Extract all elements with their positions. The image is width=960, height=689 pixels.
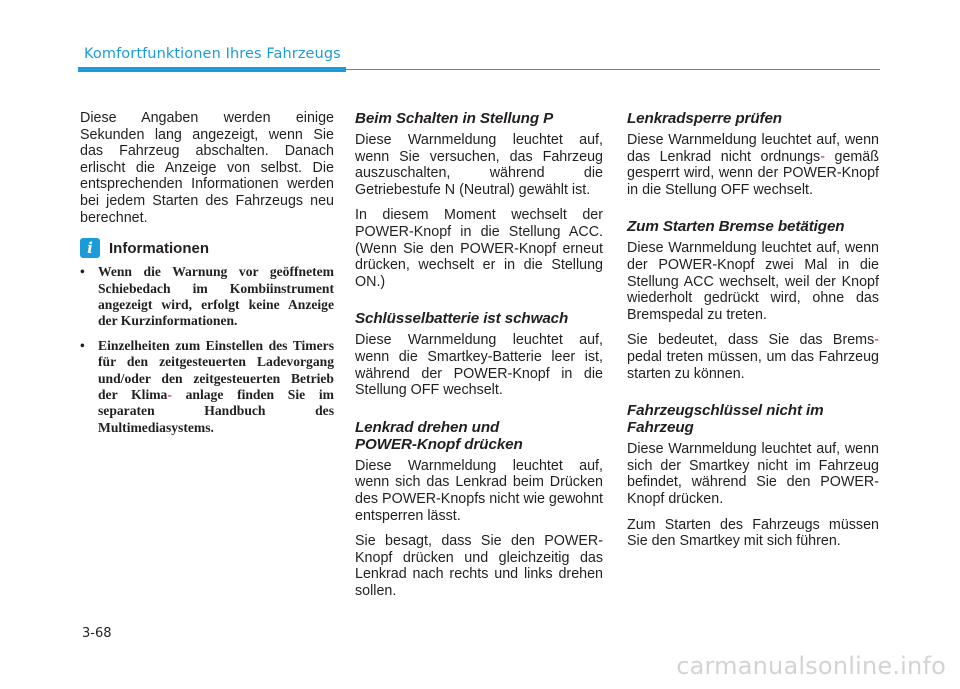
hyphen-mark: - [167,387,172,402]
heading-key-battery: Schlüsselbatterie ist schwach [355,310,569,328]
paragraph-press-brake-2-part1: Sie bedeutet, dass Sie das Brems [627,332,875,349]
section-title: Komfortfunktionen Ihres Fahrzeugs [84,46,341,62]
info-item-timer-part1: Einzelheiten zum Einstellen des Timers für den zeitgesteuerten Ladevorgang und/oder den zeitgesteuerten Betrieb der Klima [98,337,334,402]
paragraph-steering-lock-part1: Diese Warnmeldung leuchtet auf, wenn das Lenkrad nicht ordnungs [627,132,879,165]
column-middle [355,110,603,608]
paragraph-turn-wheel-1: Diese Warnmeldung leuchtet auf, wenn sich das Lenkrad beim Drücken des POWER-Knopfs nicht wie gewohnt entsperren lässt. [355,457,603,524]
paragraph-key-battery: Diese Warnmeldung leuchtet auf, wenn die Smartkey-Batterie leer ist, während der POWER-Knopf in die Stellung OFF wechselt. [355,332,603,399]
page-number: 3-68 [82,626,112,641]
info-box-header [80,238,334,258]
paragraph-turn-wheel-2: Sie besagt, dass Sie den POWER-Knopf drücken und gleichzeitig das Lenkrad nach rechts und links drehen sollen. [355,533,603,599]
info-title: Informationen [109,239,209,257]
heading-turn-wheel-line1: Lenkrad drehen und [355,418,500,436]
heading-shift-p: Beim Schalten in Stellung P [355,110,554,127]
heading-steering-lock: Lenkradsperre prüfen [627,110,782,127]
info-item-timer [80,338,334,436]
paragraph-steering-lock [627,132,879,198]
paragraph-press-brake-2 [627,332,879,382]
paragraph-press-brake-2-part2: pedal treten müssen, um das Fahrzeug starten zu können. [627,348,879,382]
heading-key-not-in-car-line2: Fahrzeug [627,419,694,437]
paragraph-press-brake-1: Diese Warnmeldung leuchtet auf, wenn der POWER-Knopf zwei Mal in die Stellung ACC wechselt, weil der Knopf wiederholt gedrückt wird, ohne das Bremspedal zu treten. [627,240,879,323]
header-rule-thick [78,67,346,72]
heading-key-not-in-car-line1: Fahrzeugschlüssel nicht im [627,402,824,420]
paragraph-key-not-in-car-2: Zum Starten des Fahrzeugs müssen Sie den Smartkey mit sich führen. [627,516,879,550]
heading-turn-wheel-line2: POWER-Knopf drücken [355,435,523,453]
heading-press-brake: Zum Starten Bremse betätigen [627,218,845,236]
paragraph-steering-lock-part2: gemäß gesperrt wird, wenn der POWER-Knopf in die Stellung OFF wechselt. [627,148,879,198]
intro-paragraph: Diese Angaben werden einige Sekunden lang angezeigt, wenn Sie das Fahrzeug abschalten. Danach erlischt die Anzeige von selbst. Die entsprechenden Informationen werden bei jedem Starten des Fahrzeugs neu berechnet. [80,110,334,226]
column-right [627,110,879,559]
info-item-timer-part2: anlage finden Sie im separaten Handbuch des Multimediasystems. [98,387,334,435]
info-item-sunroof: • Wenn die Warnung vor geöffnetem Schiebedach im Kombiinstrument angezeigt wird, erfolgt keine Anzeige der Kurzinformationen. [80,264,334,330]
paragraph-key-not-in-car-1: Diese Warnmeldung leuchtet auf, wenn sich der Smartkey nicht im Fahrzeug befindet, während Sie den POWER-Knopf drücken. [627,441,879,507]
heading-turn-wheel [355,419,603,453]
info-icon: i [80,238,100,258]
header-rule-thin [346,69,880,70]
paragraph-shift-p-1: Diese Warnmeldung leuchtet auf, wenn Sie versuchen, das Fahrzeug auszuschalten, während die Getriebestufe N (Neutral) gewählt ist. [355,132,603,198]
info-list [80,264,334,436]
paragraph-shift-p-2: In diesem Moment wechselt der POWER-Knopf in die Stellung ACC. (Wenn Sie den POWER-Knopf erneut drücken, wechselt er in die Stellung ON.) [355,207,603,290]
hyphen-mark: - [874,332,879,349]
watermark: carmanualsonline.info [676,652,946,680]
column-left [80,110,334,444]
hyphen-mark: - [820,148,825,165]
heading-key-not-in-car [627,402,879,436]
